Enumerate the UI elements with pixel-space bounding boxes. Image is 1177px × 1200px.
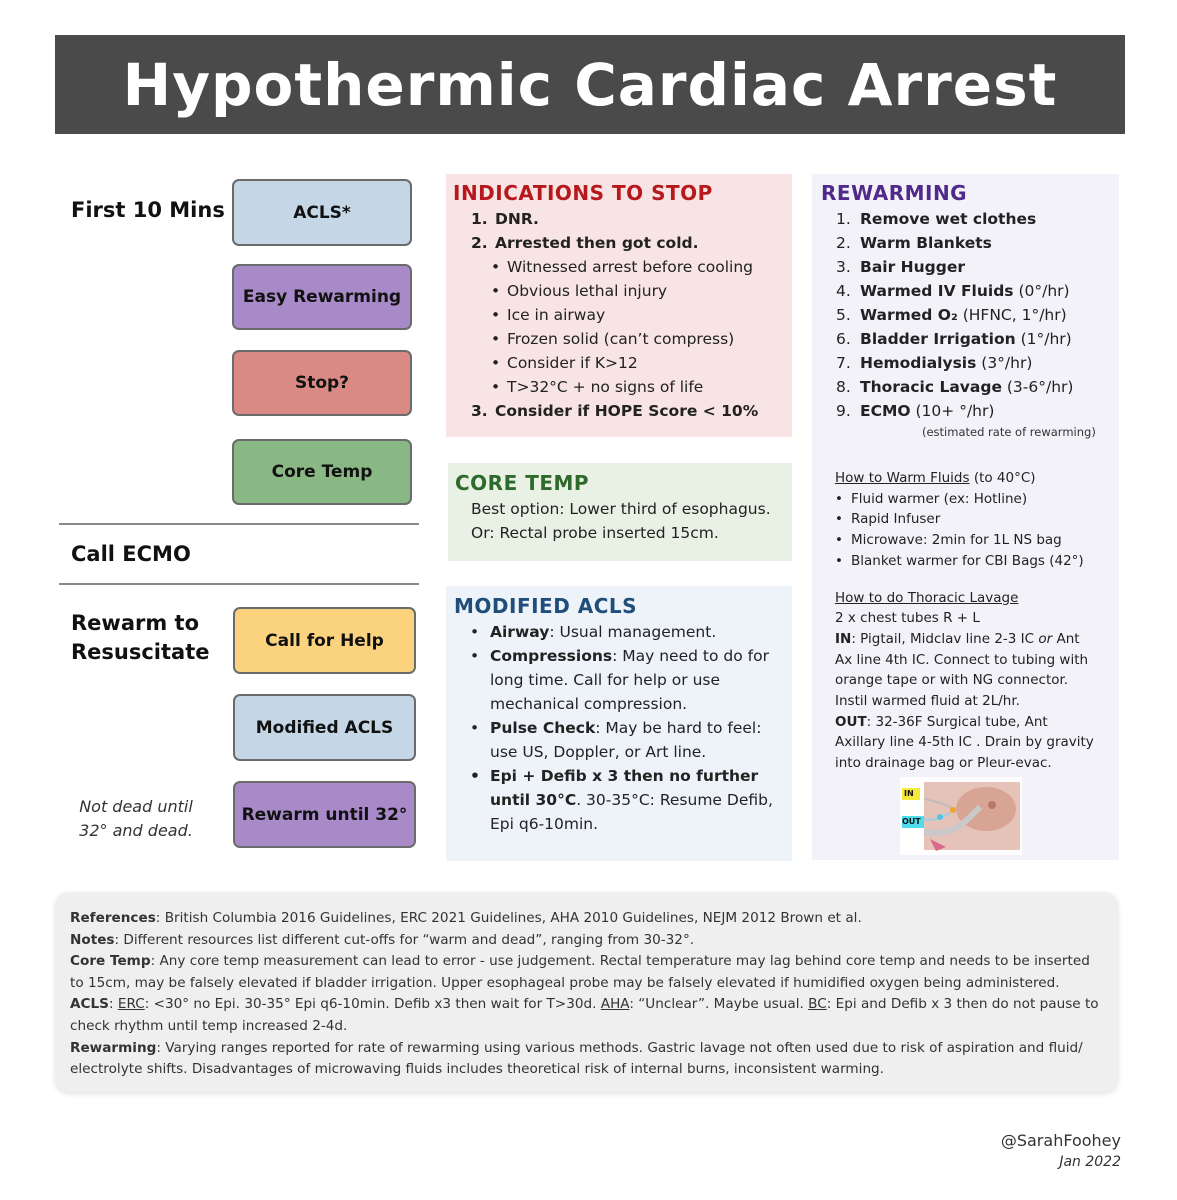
stop-item-2 [471,231,792,255]
easy-rewarming-step-label: Easy Rewarming [242,287,402,307]
stop-text-1: DNR. [495,210,539,228]
stop-item-1 [471,207,792,231]
rewarm-num: 1. [836,210,851,228]
stop-num-2: 2. [471,234,488,252]
title-banner [55,35,1125,134]
stop-sub-text: T>32°C + no signs of life [507,378,704,396]
core-temp-title: CORE TEMP [455,471,590,495]
stop-sub-item: • Frozen solid (can’t compress) [491,330,735,348]
stop-step [232,350,412,416]
stop-sub-item: • T>32°C + no signs of life [491,378,704,396]
rewarm-rate: (0°/hr) [1013,282,1070,300]
rewarm-label: Remove wet clothes [860,210,1037,228]
image-out-label: OUT [902,817,921,826]
acls-note-label: ACLS [70,996,109,1013]
rewarm-item [836,279,1119,303]
rewarm-num: 9. [836,402,851,420]
indications-to-stop-panel [446,174,792,437]
stop-sub-text: Ice in airway [507,306,606,324]
fluids-item: • Microwave: 2min for 1L NS bag [835,532,1062,549]
lavage-out-line [835,712,1119,733]
stop-num-1: 1. [471,210,488,228]
core-temp-note-label: Core Temp [70,953,151,970]
fluids-item: • Rapid Infuser [835,511,941,528]
lavage-heading [835,588,1119,609]
acls-pulse-label: Pulse Check [490,719,596,737]
rewarm-label: ECMO [860,402,911,420]
acls-note-erc: ERC [117,996,145,1013]
phase-rewarm-line1: Rewarm to [71,611,199,635]
page-title: Hypothermic Cardiac Arrest [122,50,1058,119]
chest-tube-illustration [900,777,1022,855]
rewarm-label: Warm Blankets [860,234,992,252]
stop-sub-item: • Obvious lethal injury [491,282,668,300]
warm-fluids-section [821,468,1119,572]
acls-comp-text: : May need to do for [612,647,769,665]
rewarming-note-label: Rewarming [70,1039,157,1056]
core-temp-line-2: Or: Rectal probe inserted 15cm. [471,524,719,542]
stop-text-3: Consider if HOPE Score < 10% [495,402,759,420]
core-temp-line-1: Best option: Lower third of esophagus. [471,500,771,518]
indications-to-stop-title: INDICATIONS TO STOP [453,181,713,205]
lavage-in-text: : Pigtail, Midclav line 2-3 IC [851,630,1039,647]
acls-item-epi-defib: • Epi + Defib x 3 then no further until 30°C. 30-35°C: Resume Defib, Epi q6-10min. [470,767,773,833]
stop-item-3 [471,399,792,423]
core-temp-note-text: : Any core temp measurement can lead to error - use judgement. Rectal temperature may lag behind core temp and needs to be inserted to 15cm, may be falsely elevated if bladder irrigation. Upper esophageal probe may be falsely elevated if humidified oxygen being administered. [70,953,1090,991]
fluids-item: • Blanket warmer for CBI Bags (42°) [835,552,1084,569]
rewarming-note [70,1038,1104,1081]
acls-pulse-text: use US, Doppler, or Art line. [490,743,707,761]
stop-step-label: Stop? [294,373,350,393]
acls-comp-text: long time. Call for help or use [490,671,721,689]
core-temp-body [455,497,792,545]
acls-comp-text: mechanical compression. [490,695,688,713]
rewarm-label: Hemodialysis [860,354,977,372]
phase-rewarm-to-resuscitate [71,609,210,667]
lavage-out-label: OUT [835,713,867,730]
lavage-line: Ax line 4th IC. Connect to tubing with [835,651,1089,668]
rewarming-list [821,207,1119,423]
acls-note-text: : [108,996,118,1013]
acls-note [70,994,1104,1037]
rewarm-rate: (HFNC, 1°/hr) [957,306,1067,324]
image-in-label: IN [904,789,914,798]
stop-num-3: 3. [471,402,488,420]
stop-sub-text: Obvious lethal injury [507,282,668,300]
lavage-in-line [835,629,1119,650]
author-credit [1001,1130,1121,1172]
acls-epi-text: Epi q6-10min. [490,815,599,833]
fluids-item: • Fluid warmer (ex: Hotline) [835,490,1028,507]
acls-note-bc: BC [808,996,827,1013]
rewarm-until-32-step-label: Rewarm until 32° [241,804,408,825]
warm-fluids-heading [835,468,1119,489]
rewarm-item [836,255,1119,279]
rewarm-rate: (3-6°/hr) [1001,378,1074,396]
acls-airway-text: : Usual management. [549,623,717,641]
acls-note-aha: AHA [600,996,630,1013]
rewarm-until-32-step [233,781,416,848]
rewarm-num: 3. [836,258,851,276]
rewarm-num: 8. [836,378,851,396]
lavage-in-text: Ant [1052,630,1080,647]
note-line1: Not dead until [79,797,193,816]
rewarm-rate: (1°/hr) [1015,330,1072,348]
rewarming-panel [812,174,1119,860]
not-dead-note [60,795,212,843]
rate-note: (estimated rate of rewarming) [922,425,1096,439]
divider-bottom [59,583,419,585]
notes-text: : Different resources list different cut-offs for “warm and dead”, ranging from 30-32°. [114,931,695,948]
notes-label: Notes [70,931,115,948]
modified-acls-list [454,620,792,836]
acls-comp-label: Compressions [490,647,613,665]
lavage-line: Instil warmed fluid at 2L/hr. [835,693,1020,710]
rewarm-label: Warmed IV Fluids [860,282,1014,300]
call-for-help-step-label: Call for Help [265,630,384,651]
stop-sub-list [471,255,792,399]
rewarm-item [836,375,1119,399]
core-temp-step [232,439,412,505]
modified-acls-step-label: Modified ACLS [255,717,394,738]
lavage-in-label: IN [835,630,852,647]
acls-airway-label: Airway [490,623,550,641]
easy-rewarming-step [232,264,412,330]
stop-sub-item: • Consider if K>12 [491,354,638,372]
lavage-out-text: : 32-36F Surgical tube, Ant [866,713,1048,730]
acls-step-label: ACLS* [293,202,351,223]
core-temp-note [70,951,1104,994]
references-line [70,908,1104,930]
fluids-item-text: Rapid Infuser [851,511,941,528]
rewarm-item [836,327,1119,351]
stop-sub-text: Frozen solid (can’t compress) [507,330,735,348]
rewarm-item [836,207,1119,231]
acls-epi-label: until 30°C [490,791,577,809]
thoracic-lavage-section [821,588,1119,774]
rewarm-num: 2. [836,234,851,252]
acls-pulse-text: : May be hard to feel: [595,719,762,737]
acls-item-pulse-check: • Pulse Check: May be hard to feel: use US, Doppler, or Art line. [470,719,762,761]
lavage-line: Axillary line 4-5th IC . Drain by gravity [835,734,1094,751]
author-handle: @SarahFoohey [1000,1131,1121,1150]
divider-top [59,523,419,525]
rewarm-num: 4. [836,282,851,300]
modified-acls-panel [446,586,792,861]
rewarm-num: 5. [836,306,851,324]
stop-list [453,207,792,423]
references-box [55,892,1118,1092]
publication-date: Jan 2022 [1059,1154,1121,1170]
lavage-line: into drainage bag or Pleur-evac. [835,755,1052,772]
stop-sub-text: Witnessed arrest before cooling [507,258,754,276]
modified-acls-title: MODIFIED ACLS [454,594,638,618]
core-temp-step-label: Core Temp [271,462,373,482]
acls-note-text: : <30° no Epi. 30-35° Epi q6-10min. Defib x3 then wait for T>30d. [144,996,601,1013]
acls-epi-text: . 30-35°C: Resume Defib, [576,791,773,809]
lavage-in-or: or [1038,630,1053,647]
fluids-item-text: Fluid warmer (ex: Hotline) [851,490,1028,507]
references-label: References [70,910,156,926]
acls-epi-label: Epi + Defib x 3 then no further [490,767,759,785]
rewarm-rate: (3°/hr) [976,354,1033,372]
notes-line [70,930,1104,952]
acls-note-text: : Epi and Defib x 3 then do not pause to check rhythm until temp increased 2-4d. [70,996,1099,1034]
warm-fluids-heading-text: How to Warm Fluids [835,470,970,486]
rewarm-label: Bair Hugger [860,258,965,276]
phase-rewarm-line2: Resuscitate [71,640,210,664]
rewarm-num: 7. [836,354,851,372]
rewarm-rate: (10+ °/hr) [910,402,995,420]
lavage-line: 2 x chest tubes R + L [835,610,980,627]
references-text: : British Columbia 2016 Guidelines, ERC 2021 Guidelines, AHA 2010 Guidelines, NEJM 2012 Brown et al. [155,910,862,926]
phase-call-ecmo: Call ECMO [71,542,191,566]
call-for-help-step [233,607,416,674]
rewarm-item [836,399,1119,423]
rewarm-num: 6. [836,330,851,348]
lavage-line: orange tape or with NG connector. [835,672,1069,689]
phase-first-10-mins: First 10 Mins [71,198,225,222]
rewarm-label: Thoracic Lavage [860,378,1002,396]
acls-item-compressions: • Compressions: May need to do for long time. Call for help or use mechanical compression. [470,647,769,713]
stop-sub-text: Consider if K>12 [507,354,638,372]
note-line2: 32° and dead. [79,821,193,840]
acls-step [232,179,412,246]
core-temp-panel [448,463,792,561]
rewarm-item [836,351,1119,375]
stop-sub-item: • Ice in airway [491,306,606,324]
rewarm-label: Bladder Irrigation [860,330,1016,348]
rewarming-title: REWARMING [821,181,968,205]
stop-sub-item: • Witnessed arrest before cooling [491,258,754,276]
modified-acls-step [233,694,416,761]
rewarm-label: Warmed O₂ [860,306,958,324]
acls-note-text: : “Unclear”. Maybe usual. [629,996,809,1013]
rewarming-note-text: : Varying ranges reported for rate of rewarming using various methods. Gastric lavage not often used due to risk of aspiration and fluid/ electrolyte shifts. Disadvantages of microwaving fluids includes theoretical risk of internal burns, inconsistent warming. [70,1039,1083,1078]
lavage-heading-text: How to do Thoracic Lavage [835,589,1019,606]
fluids-item-text: Microwave: 2min for 1L NS bag [851,532,1062,549]
rewarm-item [836,231,1119,255]
warm-fluids-heading-temp: (to 40°C) [969,470,1036,486]
acls-item-airway: • Airway: Usual management. [470,623,717,641]
stop-text-2: Arrested then got cold. [495,234,699,252]
fluids-item-text: Blanket warmer for CBI Bags (42°) [851,552,1084,569]
rewarm-item [836,303,1119,327]
